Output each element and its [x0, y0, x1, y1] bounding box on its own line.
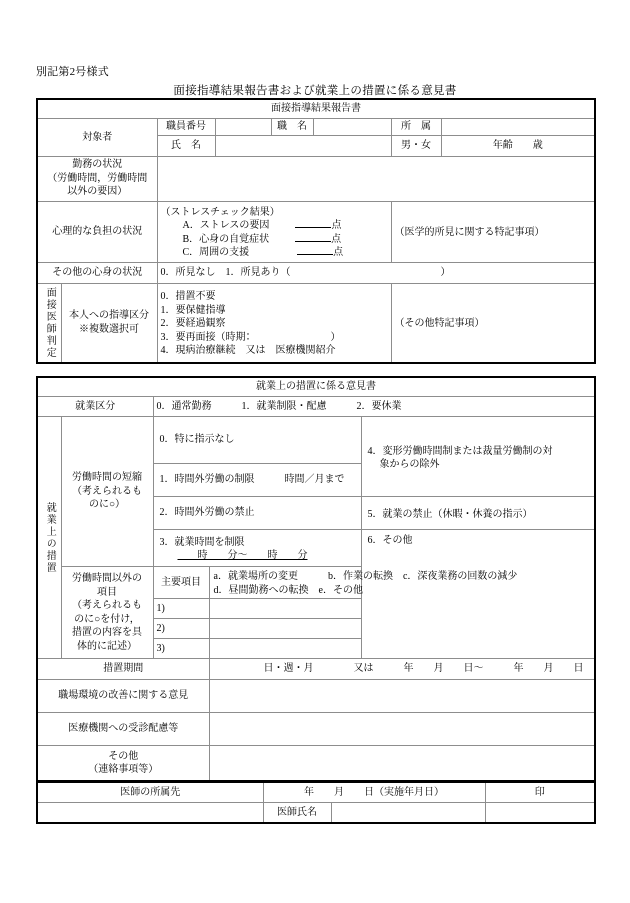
doctor-signature-table — [36, 781, 596, 824]
guidance-option-1[interactable]: 1．要保健指導 — [160, 304, 226, 316]
reduce-hours-option-2[interactable]: 2．時間外労働の禁止 — [153, 497, 361, 530]
seal-value[interactable] — [485, 803, 595, 824]
reduce-hours-option-3-time[interactable]: 時 分～ 時 分 — [177, 550, 308, 561]
form-number: 別記第2号様式 — [36, 66, 109, 78]
stress-item-c[interactable]: C．周囲の支援 点 — [182, 247, 344, 258]
reduce-hours-label: 労働時間の短縮 （考えられるも のに○） — [61, 417, 153, 567]
report-header-row — [37, 99, 595, 119]
work-category-options[interactable]: 0．通常勤務 1．就業制限・配慮 2．要休業 — [153, 397, 595, 417]
guidance-option-3[interactable]: 3．要再面接（時期： ） — [160, 331, 341, 343]
right-option-6[interactable]: 6．その他 — [361, 530, 595, 659]
period-label: 措置期間 — [37, 659, 209, 680]
period-row — [37, 659, 595, 680]
guidance-option-4[interactable]: 4．現病治療継続 又は 医療機関紹介 — [160, 345, 336, 357]
other-physical-row — [37, 262, 595, 283]
other-notes-cell[interactable] — [391, 283, 595, 363]
doctor-affiliation-value[interactable] — [37, 803, 263, 824]
detail-row-label-3: 3) — [153, 639, 209, 659]
name-value[interactable] — [215, 135, 391, 156]
detail-row-value-2[interactable] — [209, 619, 361, 639]
work-measures-table — [36, 376, 596, 782]
medical-findings-cell[interactable] — [391, 201, 595, 262]
subject-label: 対象者 — [37, 119, 157, 157]
doctor-name-label: 医師氏名 — [263, 803, 331, 824]
signature-header-row — [37, 782, 595, 803]
age-label[interactable]: 年齢 歳 — [441, 135, 595, 156]
detail-row-value-3[interactable] — [209, 639, 361, 659]
workplace-improvement-row — [37, 680, 595, 713]
other-label: その他 （連絡事項等） — [37, 746, 209, 782]
detail-row-value-1[interactable] — [209, 599, 361, 619]
doctor-judgement-row — [37, 283, 595, 363]
stress-item-b[interactable]: B．心身の自覚症状 点 — [182, 233, 342, 245]
guidance-option-2[interactable]: 2．要経過観察 — [160, 318, 226, 330]
guidance-label: 本人への指導区分 ※複数選択可 — [61, 283, 157, 363]
workplace-improvement-value[interactable] — [209, 680, 595, 713]
stress-check-cell[interactable] — [157, 201, 391, 262]
measures-header-cell: 就業上の措置に係る意見書 — [37, 377, 595, 397]
employee-no-value[interactable] — [215, 119, 271, 136]
main-items-line-1[interactable]: a．就業場所の変更 b．作業の転換 c．深夜業務の回数の減少 — [213, 571, 518, 582]
other-value[interactable] — [209, 746, 595, 782]
measures-vertical-label: 就業上の措置 — [37, 417, 61, 659]
gender-label[interactable]: 男・女 — [391, 135, 441, 156]
doctor-name-value[interactable] — [331, 803, 485, 824]
other-items-label: 労働時間以外の 項目 （考えられるも のに○を付け， 措置の内容を具 体的に記述） — [61, 567, 153, 659]
other-physical-label: その他の心身の状況 — [37, 262, 157, 283]
medical-referral-value[interactable] — [209, 713, 595, 746]
interview-report-table — [36, 98, 596, 364]
affiliation-value[interactable] — [441, 119, 595, 136]
guidance-option-0[interactable]: 0．措置不要 — [160, 291, 216, 303]
subject-row-1 — [37, 119, 595, 136]
work-status-row — [37, 156, 595, 201]
reduce-hours-row-0 — [37, 417, 595, 464]
psych-burden-label: 心理的な負担の状況 — [37, 201, 157, 262]
signature-value-row — [37, 803, 595, 824]
reduce-hours-option-1[interactable]: 1．時間外労働の制限 時間／月まで — [153, 464, 361, 497]
right-option-4[interactable]: 4．変形労働時間制または裁量労働制の対 象からの除外 — [361, 417, 595, 497]
seal-label: 印 — [485, 782, 595, 803]
doctor-affiliation-label: 医師の所属先 — [37, 782, 263, 803]
period-value[interactable]: 日・週・月 又は 年 月 日～ 年 月 日 — [209, 659, 595, 680]
main-items-options[interactable] — [209, 567, 518, 599]
main-items-label: 主要項目 — [153, 567, 209, 599]
affiliation-label: 所 属 — [391, 119, 441, 136]
name-label: 氏 名 — [157, 135, 215, 156]
medical-findings-title: （医学的所見に関する特記事項） — [394, 226, 545, 238]
other-row — [37, 746, 595, 782]
job-title-value[interactable] — [313, 119, 391, 136]
other-notes-title: （その他特記事項） — [394, 318, 485, 330]
medical-referral-label: 医療機関への受診配慮等 — [37, 713, 209, 746]
reduce-hours-option-0[interactable]: 0．特に指示なし — [153, 417, 361, 464]
work-category-label: 就業区分 — [37, 397, 153, 417]
employee-no-label: 職員番号 — [157, 119, 215, 136]
doctor-judgement-vertical-label: 面接医師判定 — [37, 283, 61, 363]
medical-referral-row — [37, 713, 595, 746]
main-items-line-2[interactable]: d．昼間勤務への転換 e．その他 — [213, 584, 363, 596]
guidance-options-cell[interactable] — [157, 283, 391, 363]
stress-item-a[interactable]: A．ストレスの要因 点 — [182, 220, 342, 231]
other-physical-options[interactable]: 0．所見なし 1．所見あり（ ） — [157, 262, 595, 283]
right-option-5[interactable]: 5．就業の禁止（休暇・休養の指示） — [361, 497, 595, 530]
psych-burden-row — [37, 201, 595, 262]
workplace-improvement-label: 職場環境の改善に関する意見 — [37, 680, 209, 713]
work-status-label: 勤務の状況 （労働時間，労働時間 以外の要因） — [37, 156, 157, 201]
page-title: 面接指導結果報告書および就業上の措置に係る意見書 — [173, 85, 457, 97]
reduce-hours-option-3[interactable]: 3．就業時間を制限 時 分～ 時 分 — [153, 530, 361, 567]
stress-check-title: （ストレスチェック結果） — [160, 206, 280, 218]
job-title-label: 職 名 — [271, 119, 313, 136]
work-category-row — [37, 397, 595, 417]
report-header-cell: 面接指導結果報告書 — [37, 99, 595, 119]
implementation-date-label[interactable]: 年 月 日（実施年月日） — [263, 782, 485, 803]
detail-row-label-1: 1) — [153, 599, 209, 619]
measures-header-row — [37, 377, 595, 397]
work-status-value[interactable] — [157, 156, 595, 201]
detail-row-label-2: 2) — [153, 619, 209, 639]
